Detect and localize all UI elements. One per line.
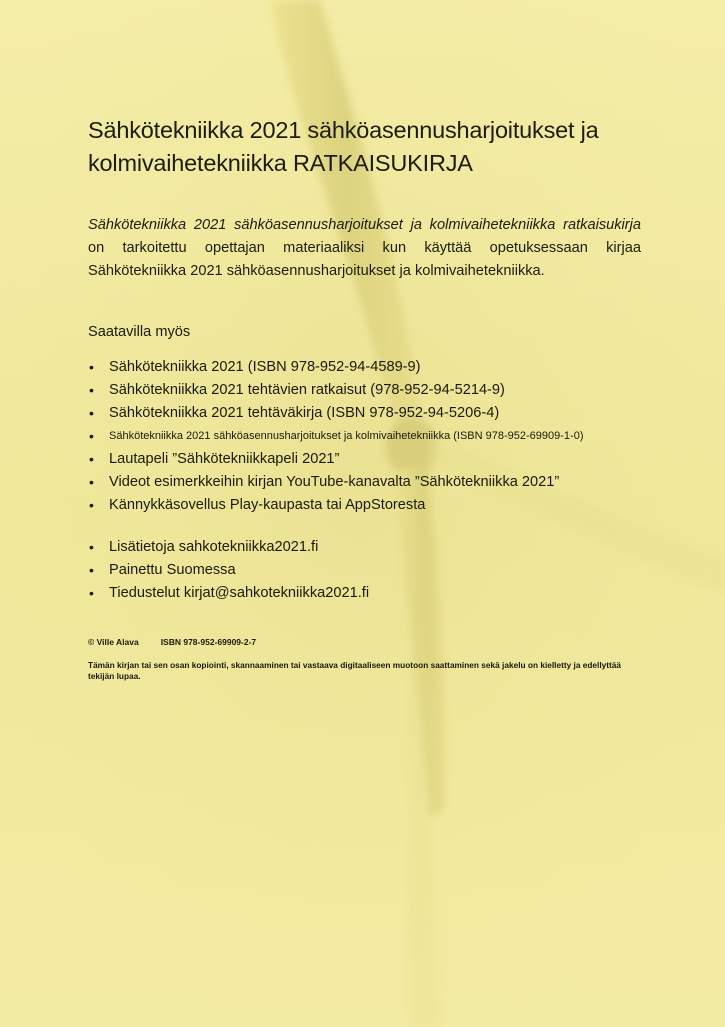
list-item	[88, 536, 668, 559]
list-item	[88, 448, 668, 471]
list-item	[88, 582, 668, 605]
available-list	[88, 356, 668, 517]
list-item-text: Sähkötekniikka 2021 tehtäväkirja (ISBN 978-952-94-5206-4)	[109, 405, 500, 421]
bullet-icon: •	[89, 497, 94, 513]
list-item-text: Videot esimerkkeihin kirjan YouTube-kanavalta ”Sähkötekniikka 2021”	[109, 474, 560, 490]
rights-notice: Tämän kirjan tai sen osan kopiointi, skannaaminen tai vastaava digitaaliseen muotoon saattaminen sekä jakelu on kielletty ja edellyttää tekijän lupaa.	[88, 660, 622, 681]
list-item	[88, 379, 668, 402]
bullet-icon: •	[89, 405, 94, 421]
bullet-icon: •	[89, 451, 94, 467]
bullet-icon: •	[89, 382, 94, 398]
list-item-text: Painettu Suomessa	[109, 562, 236, 578]
list-item	[88, 494, 668, 517]
intro-book-title: Sähkötekniikka 2021 sähköasennusharjoitukset ja kolmivaihetekniikka ratkaisukirja	[88, 217, 641, 233]
list-item-text: Kännykkäsovellus Play-kaupasta tai AppStoresta	[109, 497, 426, 513]
email-link[interactable]: Tiedustelut kirjat@sahkotekniikka2021.fi	[109, 585, 370, 601]
list-item-text: Sähkötekniikka 2021 tehtävien ratkaisut (978-952-94-5214-9)	[109, 382, 505, 398]
website-link[interactable]: Lisätietoja sahkotekniikka2021.fi	[109, 539, 319, 555]
page-title: Sähkötekniikka 2021 sähköasennusharjoitukset ja kolmivaihetekniikka RATKAISUKIRJA	[88, 117, 599, 176]
list-item-text: Sähkötekniikka 2021 (ISBN 978-952-94-4589-9)	[109, 359, 421, 375]
list-item	[88, 559, 668, 582]
list-item-text: Sähkötekniikka 2021 sähköasennusharjoitukset ja kolmivaihetekniikka (ISBN 978-952-69909-1-0)	[109, 430, 584, 442]
list-item	[88, 425, 668, 448]
list-item	[88, 402, 668, 425]
copyright-line	[88, 637, 256, 647]
bullet-icon: •	[89, 539, 94, 555]
bullet-icon: •	[89, 359, 94, 375]
isbn-number: ISBN 978-952-69909-2-7	[160, 637, 257, 647]
bullet-icon: •	[89, 585, 94, 601]
intro-paragraph	[88, 214, 641, 283]
info-list	[88, 536, 668, 605]
bullet-icon: •	[89, 474, 94, 490]
bullet-icon: •	[89, 428, 94, 444]
intro-text: on tarkoitettu opettajan materiaaliksi kun käyttää opetuksessaan kirjaa Sähkötekniikka 2021 sähköasennusharjoitukset ja kolmivaihetekniikka.	[88, 240, 641, 279]
bullet-icon: •	[89, 562, 94, 578]
available-heading: Saatavilla myös	[88, 324, 191, 340]
copyright-author: © Ville Alava	[88, 637, 139, 647]
list-item	[88, 356, 668, 379]
list-item	[88, 471, 668, 494]
list-item-text: Lautapeli ”Sähkötekniikkapeli 2021”	[109, 451, 340, 467]
